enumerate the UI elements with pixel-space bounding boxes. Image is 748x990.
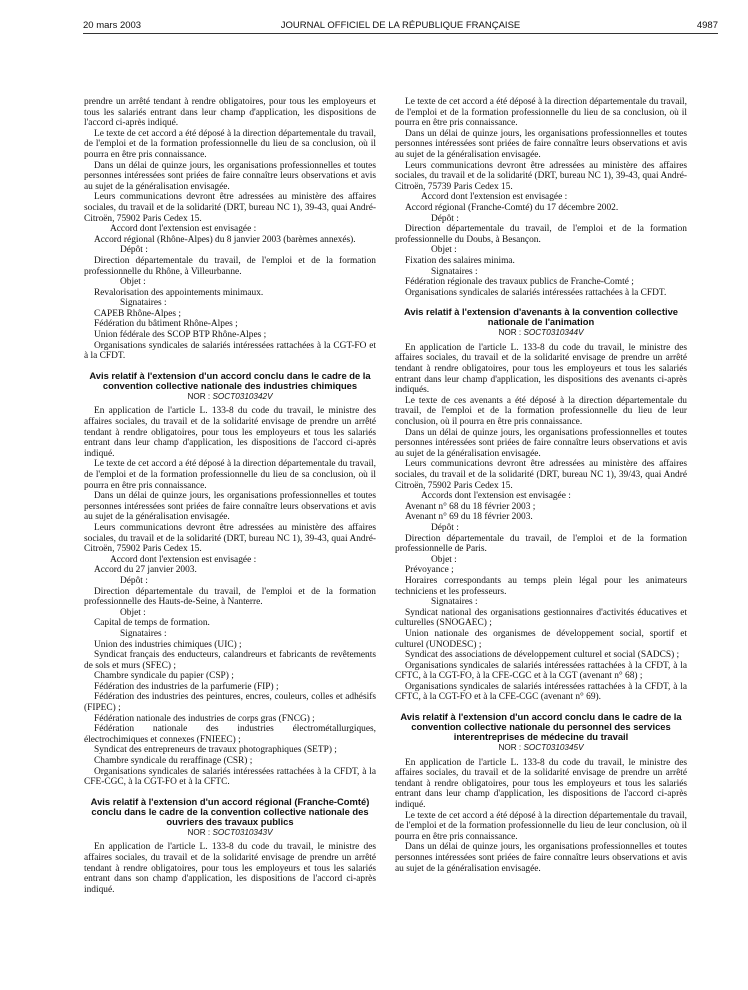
header-journal-title: JOURNAL OFFICIEL DE LA RÉPUBLIQUE FRANÇAISE — [280, 20, 521, 31]
paragraph: Dans un délai de quinze jours, les organisations professionnelles et toutes personnes intéressées sont priées de faire connaître leurs observations et avis au sujet de la généralisation envisagée. — [395, 427, 687, 459]
right-column — [395, 97, 687, 874]
signataire: Syndicat national des organisations gestionnaires d'activités éducatives et culturelles (SNOGAEC) ; — [395, 607, 687, 629]
signataires-label: Signataires : — [431, 266, 478, 277]
signataires-label: Signataires : — [120, 628, 167, 639]
signataire: Fédération du bâtiment Rhône-Alpes ; — [94, 319, 238, 330]
signataire: Syndicat des associations de développement culturel et social (SADCS) ; — [405, 650, 680, 661]
nor-code: SOCT0310344V — [523, 328, 584, 338]
accord-text: Accord régional (Rhône-Alpes) du 8 janvier 2003 (barèmes annexés). — [94, 234, 356, 245]
accord-label: Accord dont l'extension est envisagée : — [421, 192, 568, 203]
paragraph: Leurs communications devront être adressées au ministère des affaires sociales, du travail et de la solidarité (DRT, bureau NC 1), 39-43, quai André-Citroën, 75739 Paris Cedex 15. — [395, 160, 687, 192]
signataire: Organisations syndicales de salariés intéressées rattachées à la CFDT, à la CFTC, à la CGT-FO et à la CFE-CGC (avenant n° 69). — [395, 681, 687, 703]
nor-code: SOCT0310343V — [212, 827, 273, 837]
signataire: Chambre syndicale du reraffinage (CSR) ; — [94, 756, 253, 767]
objet-label: Objet : — [431, 554, 457, 565]
notice-title: Avis relatif à l'extension d'un accord conclu dans le cadre de la convention collective nationale du personnel des services interentreprises de médecine du travail — [400, 711, 682, 743]
depot-label: Dépôt : — [120, 245, 148, 256]
accords-label: Accords dont l'extension est envisagée : — [421, 491, 571, 502]
signataire: CAPEB Rhône-Alpes ; — [94, 308, 181, 319]
signataire: Union nationale des organismes de développement social, sportif et culturel (UNODESC) ; — [395, 628, 687, 650]
paragraph: Dans un délai de quinze jours, les organisations professionnelles et toutes personnes intéressées sont priées de faire connaître leurs observations et avis au sujet de la généralisation envisagée. — [395, 128, 687, 160]
objet-label: Objet : — [120, 607, 146, 618]
nor-reference — [395, 328, 687, 339]
paragraph: Le texte de ces avenants a été déposé à la direction départementale du travail, de l'emploi et de la formation professionnelle du lieu de leur conclusion, où il pourra en être pris connaissance. — [395, 395, 687, 428]
accord-text: Avenant n° 69 du 18 février 2003. — [405, 512, 533, 523]
signataire: Fédération des industries de la parfumerie (FIP) ; — [94, 681, 279, 692]
signataire: Union fédérale des SCOP BTP Rhône-Alpes ; — [94, 330, 267, 341]
signataire: Syndicat français des enducteurs, calandreurs et fabricants de revêtements de sols et murs (SFEC) ; — [84, 650, 376, 671]
page-header — [83, 20, 718, 34]
nor-prefix: NOR : — [187, 827, 211, 837]
paragraph: En application de l'article L. 133-8 du code du travail, le ministre des affaires sociales, du travail et de la solidarité envisage de prendre un arrêté tendant à rendre obligatoires, pour tous les employeurs et tous les salariés entrant dans leur champ d'application, les dispositions de l'accord ci-après indiqué. — [84, 406, 376, 459]
accord-label: Accord dont l'extension est envisagée : — [110, 224, 257, 235]
signataire: Fédération des industries des peintures, encres, couleurs, colles et adhésifs (FIPEC) ; — [84, 692, 376, 714]
accord-text: Accord régional (Franche-Comté) du 17 décembre 2002. — [405, 202, 619, 213]
depot-text: Direction départementale du travail, de l'emploi et de la formation professionnelle du Doubs, à Besançon. — [395, 224, 687, 245]
nor-reference — [84, 828, 376, 839]
paragraph: En application de l'article L. 133-8 du code du travail, le ministre des affaires sociales, du travail et de la solidarité envisage de prendre un arrêté tendant à rendre obligatoires, pour tous les employeurs et tous les salariés entrant dans leur champ d'application, les dispositions de l'accord ci-après indiqué. — [395, 757, 687, 811]
signataire: Union des industries chimiques (UIC) ; — [94, 639, 242, 650]
nor-code: SOCT0310345V — [523, 743, 584, 753]
nor-prefix: NOR : — [498, 328, 522, 338]
depot-label: Dépôt : — [431, 213, 459, 224]
accord-text: Avenant n° 68 du 18 février 2003 ; — [405, 501, 536, 512]
signataire: Fédération nationale des industries de corps gras (FNCG) ; — [94, 713, 315, 724]
nor-prefix: NOR : — [498, 743, 522, 753]
notice-header — [395, 307, 687, 339]
paragraph: Le texte de cet accord a été déposé à la direction départementale du travail, de l'emploi et de la formation professionnelle du lieu de sa conclusion, où il pourra en être pris connaissance. — [84, 128, 376, 160]
notice-title: Avis relatif à l'extension d'un accord conclu dans le cadre de la convention collective nationale des industries chimiques — [89, 369, 371, 391]
depot-text: Direction départementale du travail, de l'emploi et de la formation professionnelle de Paris. — [395, 533, 687, 555]
paragraph: Dans un délai de quinze jours, les organisations professionnelles et toutes personnes intéressées sont priées de faire connaître leurs observations et avis au sujet de la généralisation envisagée. — [84, 160, 376, 192]
depot-label: Dépôt : — [431, 522, 459, 533]
signataires-label: Signataires : — [431, 597, 478, 608]
signataires-label: Signataires : — [120, 298, 167, 309]
paragraph: Leurs communications devront être adressées au ministère des affaires sociales, du travail et de la solidarité (DRT, bureau NC 1), 39-43, quai André-Citroën, 75902 Paris Cedex 15. — [84, 522, 376, 555]
objet-label: Objet : — [431, 245, 457, 256]
notice-header — [84, 371, 376, 403]
depot-label: Dépôt : — [120, 575, 148, 586]
paragraph: Dans un délai de quinze jours, les organisations professionnelles et toutes personnes intéressées sont priées de faire connaître leurs observations et avis au sujet de la généralisation envisagée. — [84, 491, 376, 523]
paragraph: Le texte de cet accord a été déposé à la direction départementale du travail, de l'emploi et de la formation professionnelle du lieu de sa conclusion, où il pourra en être pris connaissance. — [84, 459, 376, 491]
header-date: 20 mars 2003 — [83, 20, 142, 31]
signataire: Organisations syndicales de salariés intéressées rattachées à la CFDT, à la CFE-CGC, à la CGT-FO et à la CFTC. — [84, 766, 376, 788]
nor-reference — [395, 743, 687, 754]
signataire: Organisations syndicales de salariés intéressées rattachées à la CGT-FO et à la CFDT. — [84, 340, 376, 362]
objet-text: Fixation des salaires minima. — [405, 255, 515, 266]
paragraph: prendre un arrêté tendant à rendre obligatoires, pour tous les employeurs et tous les salariés entrant dans leur champ d'application, les dispositions de l'accord ci-après indiqué. — [84, 97, 376, 129]
header-rule — [83, 33, 718, 34]
objet-text: Revalorisation des appointements minimaux. — [94, 287, 264, 298]
accord-text: Accord du 27 janvier 2003. — [94, 565, 197, 576]
notice-title: Avis relatif à l'extension d'avenants à la convention collective nationale de l'animation — [404, 306, 678, 328]
notice-title: Avis relatif à l'extension d'un accord régional (Franche-Comté) conclu dans le cadre de la convention collective nationale des ouvriers des travaux publics — [90, 795, 370, 827]
left-column — [84, 97, 376, 895]
signataire: Chambre syndicale du papier (CSP) ; — [94, 671, 234, 682]
paragraph: En application de l'article L. 133-8 du code du travail, le ministre des affaires sociales, du travail et de la solidarité envisage de prendre un arrêté tendant à rendre obligatoires, pour tous les employeurs et tous les salariés entrant dans leur champ d'application, les dispositions des avenants ci-après indiqués. — [395, 342, 687, 396]
nor-prefix: NOR : — [187, 391, 211, 401]
paragraph: Leurs communications devront être adressées au ministère des affaires sociales, du travail et de la solidarité (DRT, bureau NC 1), 39/43, quai André Citroën, 75902 Paris Cedex 15. — [395, 459, 687, 491]
paragraph: Le texte de cet accord a été déposé à la direction départementale du travail, de l'emploi et de la formation professionnelle du lieu de leur conclusion, où il pourra en être pris connaissance. — [395, 810, 687, 842]
header-page-number: 4987 — [696, 20, 718, 31]
objet-text: Horaires correspondants au temps plein légal pour les animateurs techniciens et les professeurs. — [395, 575, 687, 597]
accord-label: Accord dont l'extension est envisagée : — [110, 554, 257, 565]
nor-code: SOCT0310342V — [212, 391, 273, 401]
paragraph: Le texte de cet accord a été déposé à la direction départementale du travail, de l'emploi et de la formation professionnelle du lieu de sa conclusion, où il pourra en être pris connaissance. — [395, 97, 687, 129]
objet-label: Objet : — [120, 277, 146, 288]
objet-text: Capital de temps de formation. — [94, 618, 210, 629]
paragraph: En application de l'article L. 133-8 du code du travail, le ministre des affaires sociales, du travail et de la solidarité envisage de prendre un arrêté tendant à rendre obligatoires, pour tous les employeurs et tous les salariés entrant dans son champ d'application, les dispositions de l'accord ci-après indiqué. — [84, 842, 376, 895]
signataire: Syndicat des entrepreneurs de travaux photographiques (SETP) ; — [94, 745, 337, 756]
paragraph: Leurs communications devront être adressées au ministère des affaires sociales, du travail et de la solidarité (DRT, bureau NC 1), 39-43, quai André-Citroën, 75902 Paris Cedex 15. — [84, 192, 376, 224]
objet-text: Prévoyance ; — [405, 565, 454, 576]
notice-header — [395, 712, 687, 754]
depot-text: Direction départementale du travail, de l'emploi et de la formation professionnelle du Rhône, à Villeurbanne. — [84, 255, 376, 277]
signataire: Fédération nationale des industries électrométallurgiques, électrochimiques et connexes (FNIEEC) ; — [84, 724, 376, 745]
notice-header — [84, 797, 376, 839]
paragraph: Dans un délai de quinze jours, les organisations professionnelles et toutes personnes intéressées sont priées de faire connaître leurs observations et avis au sujet de la généralisation envisagée. — [395, 842, 687, 874]
signataire: Organisations syndicales de salariés intéressées rattachées à la CFDT, à la CFTC, à la CGT-FO, à la CFE-CGC et à la CGT (avenant n° 68) ; — [395, 660, 687, 682]
signataire: Fédération régionale des travaux publics de Franche-Comté ; — [405, 277, 634, 288]
depot-text: Direction départementale du travail, de l'emploi et de la formation professionnelle des Hauts-de-Seine, à Nanterre. — [84, 586, 376, 608]
nor-reference — [84, 392, 376, 403]
signataire: Organisations syndicales de salariés intéressées rattachées à la CFDT. — [405, 287, 667, 298]
